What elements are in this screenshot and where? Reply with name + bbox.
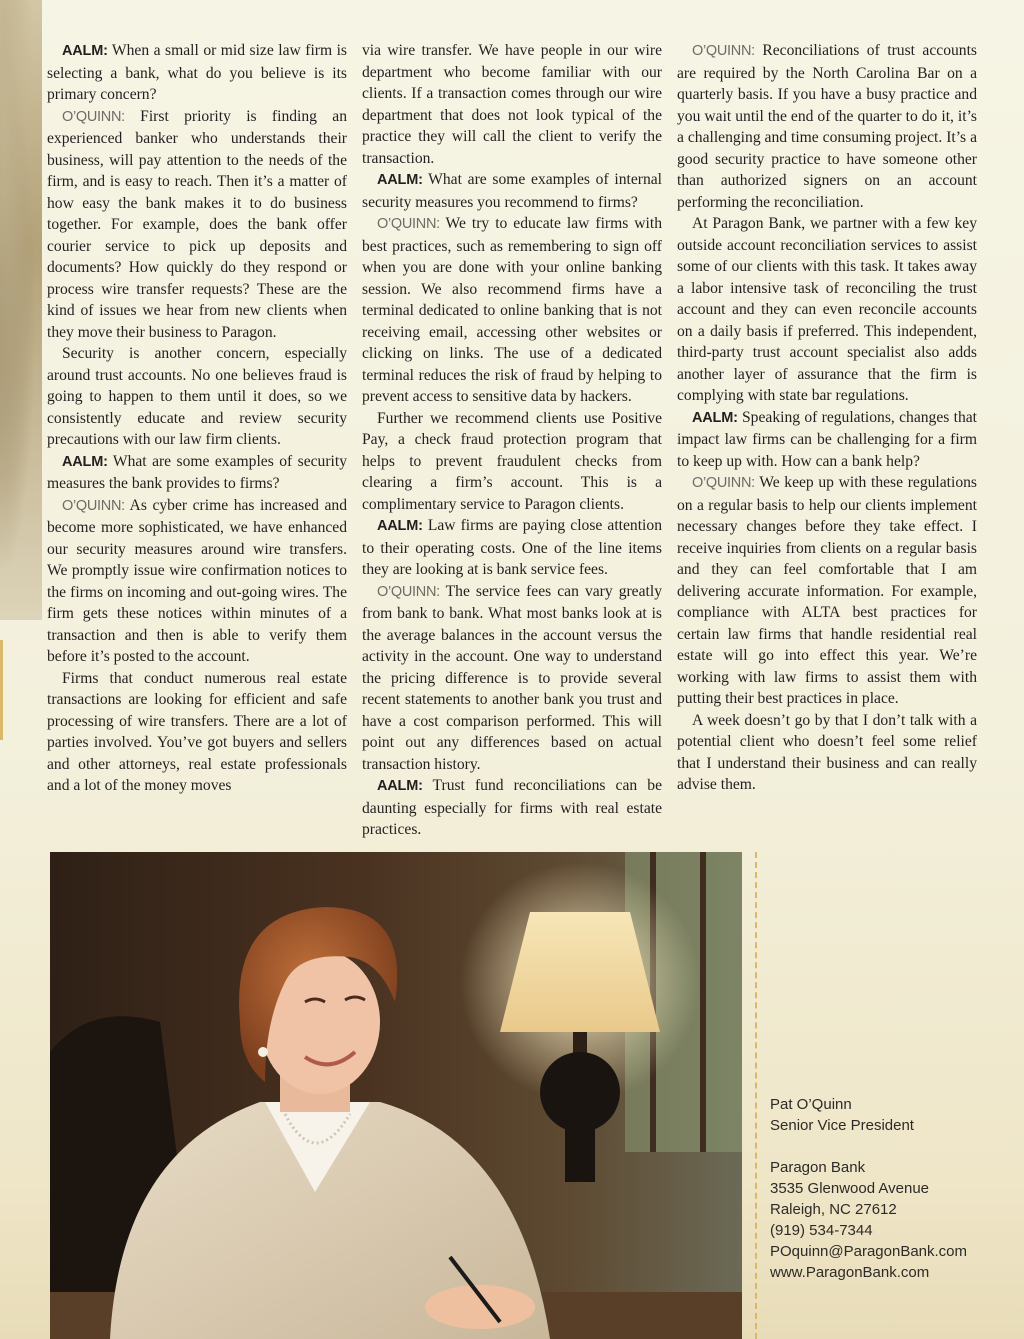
answer-1 (47, 106, 347, 344)
paragraph-security: Security is another concern, especially around trust accounts. No one believes fraud is going to happen to them until it does, so we consistently educate and review security precautions with our law firm clients. (47, 345, 347, 448)
question-text: Law firms are paying close attention to their operating costs. One of the line items they are looking at is bank service fees. (362, 517, 662, 578)
paragraph-positive-pay: Further we recommend clients use Positive Pay, a check fraud protection program that helps to prevent fraudulent checks from clearing a firm’s account. This is a complimentary service to Paragon clients. (362, 409, 662, 513)
answer-4 (362, 581, 662, 776)
contact-title: Senior Vice President (770, 1117, 914, 1134)
contact-email: POquinn@ParagonBank.com (770, 1243, 968, 1260)
sidebar-divider (755, 852, 757, 1339)
question-text: When a small or mid size law firm is selecting a bank, what do you believe is its primary concern? (47, 42, 347, 103)
contact-website: www.ParagonBank.com (770, 1264, 930, 1281)
question-3 (362, 169, 662, 213)
oquinn-label: O’QUINN: (377, 216, 440, 232)
answer-3 (362, 213, 662, 408)
aalm-label: AALM: (62, 453, 108, 470)
question-5 (362, 775, 662, 841)
question-text: Speaking of regulations, changes that impact law firms can be challenging for a firm to keep up with. How can a bank help? (677, 408, 977, 470)
oquinn-label: O’QUINN: (377, 583, 440, 600)
contact-bank: Paragon Bank (770, 1159, 866, 1176)
answer-text: We keep up with these regulations on a regular basis to help our clients implement necessary changes before they take effect. I receive inquiries from clients on a regular basis and they can feel comfortable that I am delivering accurate information. For example, compliance with ALTA best practices for certain law firms that handle residential real estate will go into effect this year. We’re working with law firms to assist them with putting their best practices in place. (677, 474, 977, 707)
oquinn-label: O’QUINN: (62, 497, 125, 514)
question-6 (677, 407, 977, 473)
question-4 (362, 515, 662, 581)
aalm-label: AALM: (692, 409, 738, 426)
contact-city: Raleigh, NC 27612 (770, 1201, 897, 1218)
left-edge-accent-line (0, 640, 3, 740)
contact-info (770, 1094, 1010, 1283)
question-2 (47, 451, 347, 495)
answer-6 (677, 472, 977, 710)
question-text: Trust fund reconciliations can be daunting especially for firms with real estate practices. (362, 777, 662, 838)
portrait-photo (50, 852, 742, 1339)
article-column-2 (362, 40, 662, 841)
article-column-1 (47, 40, 347, 797)
answer-2 (47, 495, 347, 668)
paragraph-closing: A week doesn’t go by that I don’t talk with a potential client who doesn’t feel some relief that I understand their business and can really advise them. (677, 711, 977, 793)
left-edge-decoration (0, 0, 42, 620)
question-1 (47, 40, 347, 106)
oquinn-label: O’QUINN: (692, 475, 755, 491)
answer-text: We try to educate law firms with best practices, such as remembering to sign off when you are done with your online banking session. We also recommend firms have a terminal dedicated to online banking that is not receiving email, accessing other websites or clicking on links. The use of a dedicated terminal reduces the risk of fraud by helping to prevent access to sensitive data by hackers. (362, 215, 662, 405)
contact-street: 3535 Glenwood Avenue (770, 1180, 930, 1197)
paragraph-partner: At Paragon Bank, we partner with a few key outside account reconciliation services to assist some of our clients with this task. It takes away a labor intensive task of reconciling the trust account and they can even reconcile accounts on a daily basis if preferred. This independent, third-party trust account specialist also adds another layer of assurance that the firm is complying with state bar regulations. (677, 215, 977, 404)
aalm-label: AALM: (62, 43, 108, 59)
aalm-label: AALM: (377, 778, 423, 794)
aalm-label: AALM: (377, 172, 423, 188)
answer-5 (677, 40, 977, 213)
contact-spacer (770, 1136, 1010, 1157)
answer-text: The service fees can vary greatly from bank to bank. What most banks look at is the average balances in the account versus the activity in the account. One way to understand the pricing difference is to provide several recent statements to another bank you trust and have a cost comparison performed. This will point out any differences based on actual transaction history. (362, 582, 662, 773)
contact-phone: (919) 534-7344 (770, 1222, 873, 1239)
question-text: What are some examples of internal security measures you recommend to firms? (362, 171, 662, 211)
paragraph-continued: via wire transfer. We have people in our wire department who become familiar with our clients. If a transaction comes through our wire department that does not look typical of the practice they will call the client to verify the transaction. (362, 42, 662, 167)
aalm-label: AALM: (377, 518, 423, 534)
answer-text: As cyber crime has increased and become more sophisticated, we have enhanced our security measures around wire transfers. We promptly issue wire confirmation notices to the firms on incoming and out-going wires. The firm gets these notices within minutes of a transaction and then is able to verify them before it’s posted to the account. (47, 496, 347, 665)
oquinn-label: O’QUINN: (692, 43, 755, 59)
article-column-3 (677, 40, 977, 796)
contact-name: Pat O’Quinn (770, 1096, 852, 1113)
portrait-illustration (50, 852, 742, 1339)
paragraph-firms: Firms that conduct numerous real estate transactions are looking for efficient and safe processing of wire transfers. There are a lot of parties involved. You’ve got buyers and sellers and other attorneys, real estate professionals and a lot of the money moves (47, 669, 347, 794)
answer-text: Reconciliations of trust accounts are required by the North Carolina Bar on a quarterly basis. If you have a busy practice and you wait until the end of the quarter to do it, it’s a challenging and time consuming project. It’s a good security practice to have someone other than authorized signers on an account performing the reconciliation. (677, 42, 977, 211)
answer-text: First priority is finding an experienced banker who understands their business, will pay attention to the needs of the firm, and is easy to reach. Then it’s a matter of how easy the bank makes it to do business together. For example, does the bank offer courier service to pick up deposits and documents? How quickly do they respond or process wire transfer requests? These are the kind of issues we hear from new clients when they move their business to Paragon. (47, 107, 347, 341)
question-text: What are some examples of security measures the bank provides to firms? (47, 452, 347, 492)
oquinn-label: O’QUINN: (62, 108, 125, 125)
